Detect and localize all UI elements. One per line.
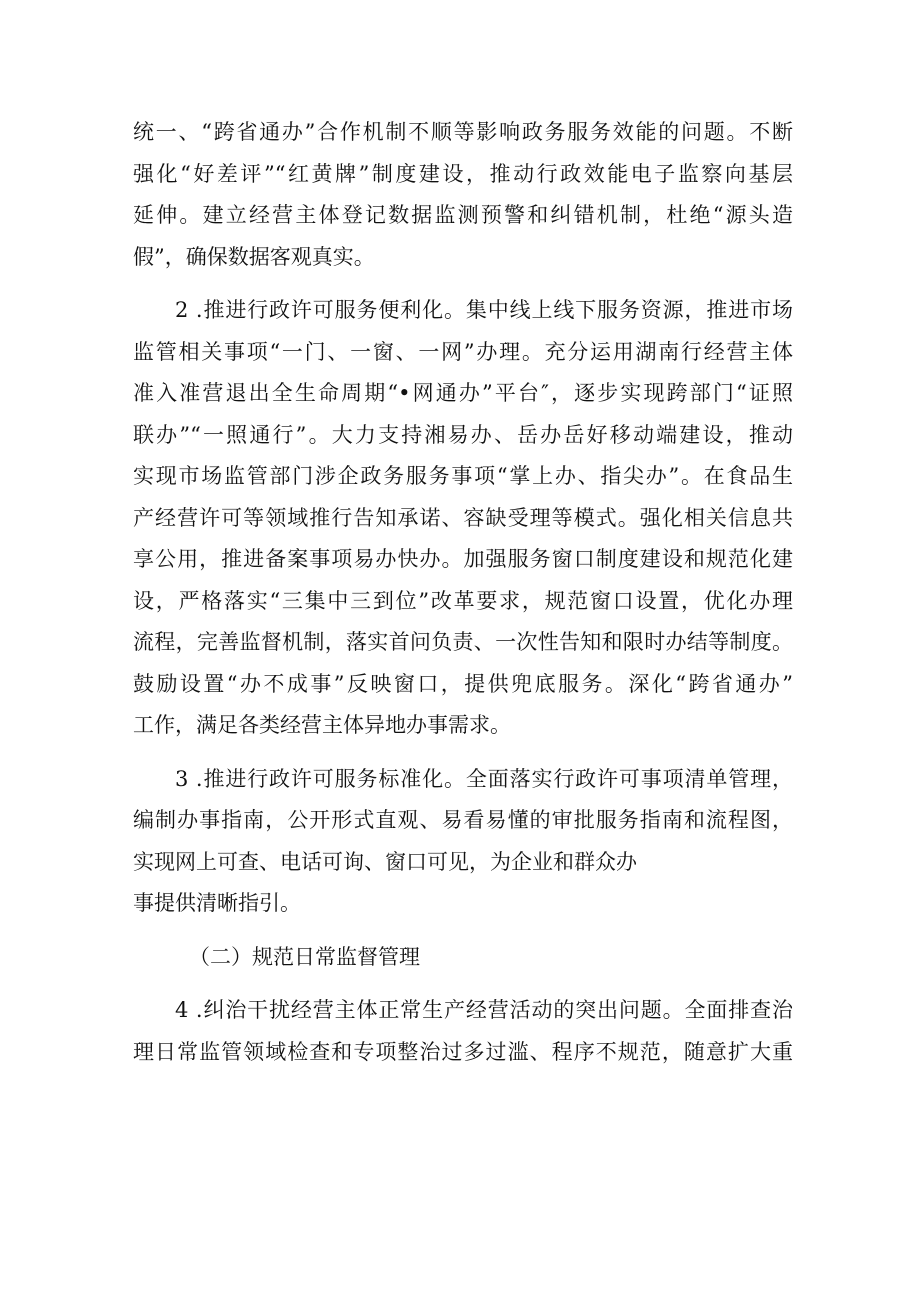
text-line: 统一、“跨省通办”合作机制不顺等影响政务服务效能的问题。不断 (133, 120, 793, 144)
text-line: 实现市场监管部门涉企政务服务事项“掌上办、指尖办”。在食品生 (133, 464, 793, 488)
text-line: 实现网上可查、电话可询、窗口可见，为企业和群众办 (133, 849, 637, 874)
text-line: 延伸。建立经营主体登记数据监测预警和纠错机制，杜绝“源头造 (133, 203, 793, 227)
section-heading (133, 937, 793, 979)
section-title: （二）规范日常监督管理 (189, 944, 420, 969)
item-heading-line: 3 .推进行政许可服务标准化。全面落实行政许可事项清单管理， (175, 766, 793, 791)
text-line: 准入准营退出全生命周期“•网通办”平台″，逐步实现跨部门“证照 (133, 381, 793, 405)
document-body (133, 112, 793, 1073)
paragraph-item-2 (133, 290, 793, 747)
text-line: 享公用，推进备案事项易办快办。加强服务窗口制度建设和规范化建 (133, 547, 793, 571)
text-line: 工作，满足各类经营主体异地办事需求。 (133, 713, 511, 737)
text-line: 监管相关事项“一门、一窗、一网”办理。充分运用湖南行经营主体 (133, 339, 793, 364)
text-line: 联办”“一照通行”。大力支持湘易办、岳办岳好移动端建设，推动 (133, 422, 793, 447)
paragraph-item-3 (133, 759, 793, 925)
text-line: 事提供清晰指引。 (133, 891, 301, 915)
text-line: 强化“好差评”“红黄牌”制度建设，推动行政效能电子监察向基层 (133, 161, 793, 186)
paragraph-continuation (133, 112, 793, 278)
text-line: 编制办事指南，公开形式直观、易看易懂的审批服务指南和流程图， (133, 808, 793, 832)
text-line: 流程，完善监督机制，落实首问负责、一次性告知和限时办结等制度。 (133, 630, 793, 654)
text-line: 理日常监管领域检查和专项整治过多过滥、程序不规范，随意扩大重 (133, 1039, 793, 1064)
text-line: 设，严格落实“三集中三到位”改革要求，规范窗口设置，优化办理 (133, 588, 793, 613)
item-heading-line: 2 .推进行政许可服务便利化。集中线上线下服务资源，推进市场 (175, 298, 793, 322)
text-line: 鼓励设置“办不成事”反映窗口，提供兜底服务。深化“跨省通办” (133, 671, 793, 696)
text-line: 产经营许可等领域推行告知承诺、容缺受理等模式。强化相关信息共 (133, 505, 793, 530)
text-line: 假”，确保数据客观真实。 (133, 244, 375, 269)
paragraph-item-4 (133, 990, 793, 1073)
item-heading-line: 4 .纠治干扰经营主体正常生产经营活动的突出问题。全面排查治 (175, 998, 793, 1022)
